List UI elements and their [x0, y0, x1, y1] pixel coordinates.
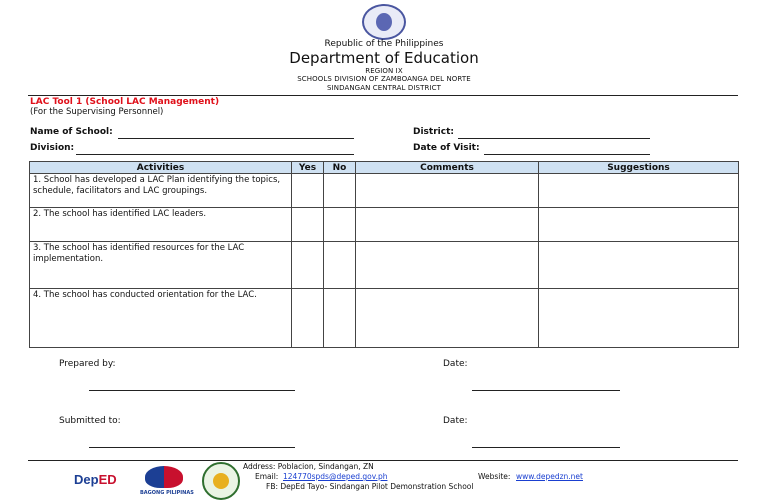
footer-fb: FB: DepEd Tayo- Sindangan Pilot Demonstration School	[266, 482, 474, 491]
bagong-pilipinas-label: BAGONG PILIPINAS	[140, 490, 194, 496]
bagong-pilipinas-logo-icon	[145, 466, 183, 488]
footer-address: Address: Poblacion, Sindangan, ZN	[243, 462, 374, 471]
submitted-date-label: Date:	[443, 416, 468, 426]
deped-logo-dep: Dep	[74, 472, 99, 487]
date-visit-field[interactable]	[484, 154, 650, 155]
department-title: Department of Education	[289, 49, 479, 67]
comments-cell[interactable]	[356, 208, 539, 242]
activity-cell: 3. The school has identified resources for the LAC implementation.	[30, 242, 292, 289]
suggestions-cell[interactable]	[539, 208, 739, 242]
table-row	[30, 208, 739, 242]
submitted-date-line[interactable]	[472, 447, 620, 448]
table-row	[30, 174, 739, 208]
school-field[interactable]	[118, 138, 354, 139]
table-row	[30, 242, 739, 289]
yes-cell[interactable]	[292, 208, 324, 242]
deped-logo	[74, 472, 117, 487]
school-seal-icon	[202, 462, 240, 500]
suggestions-header: Suggestions	[539, 162, 739, 174]
district-label: District:	[413, 127, 454, 137]
division-field[interactable]	[76, 154, 354, 155]
yes-cell[interactable]	[292, 174, 324, 208]
no-cell[interactable]	[324, 289, 356, 348]
yes-cell[interactable]	[292, 289, 324, 348]
division-label: Division:	[30, 143, 75, 153]
suggestions-cell[interactable]	[539, 289, 739, 348]
prepared-by-line[interactable]	[89, 390, 295, 391]
header-divider	[28, 95, 738, 96]
date-visit-label: Date of Visit:	[413, 143, 480, 153]
yes-cell[interactable]	[292, 242, 324, 289]
no-cell[interactable]	[324, 174, 356, 208]
comments-header: Comments	[356, 162, 539, 174]
footer-email-link[interactable]: 124770spds@deped.gov.ph	[283, 472, 388, 481]
activity-cell: 4. The school has conducted orientation for the LAC.	[30, 289, 292, 348]
activity-cell: 2. The school has identified LAC leaders.	[30, 208, 292, 242]
activity-cell: 1. School has developed a LAC Plan identifying the topics, schedule, facilitators and LAC groupings.	[30, 174, 292, 208]
no-cell[interactable]	[324, 208, 356, 242]
submitted-to-line[interactable]	[89, 447, 295, 448]
no-cell[interactable]	[324, 242, 356, 289]
comments-cell[interactable]	[356, 289, 539, 348]
comments-cell[interactable]	[356, 174, 539, 208]
footer-website-link[interactable]: www.depedzn.net	[516, 472, 583, 481]
prepared-by-label: Prepared by:	[59, 359, 116, 369]
suggestions-cell[interactable]	[539, 242, 739, 289]
region-text: REGION IX	[365, 67, 403, 75]
prepared-date-line[interactable]	[472, 390, 620, 391]
district-field[interactable]	[458, 138, 650, 139]
suggestions-cell[interactable]	[539, 174, 739, 208]
activities-table	[29, 161, 739, 348]
deped-logo-ed: ED	[98, 472, 117, 487]
division-text: SCHOOLS DIVISION OF ZAMBOANGA DEL NORTE	[297, 75, 471, 83]
table-row	[30, 289, 739, 348]
submitted-to-label: Submitted to:	[59, 416, 121, 426]
table-header-row	[30, 162, 739, 174]
republic-text: Republic of the Philippines	[324, 39, 444, 49]
yes-header: Yes	[292, 162, 324, 174]
comments-cell[interactable]	[356, 242, 539, 289]
footer-website-label: Website:	[478, 472, 511, 481]
activities-header: Activities	[30, 162, 292, 174]
footer-email-label: Email:	[255, 472, 279, 481]
footer-divider	[28, 460, 738, 461]
district-text: SINDANGAN CENTRAL DISTRICT	[327, 84, 441, 92]
deped-seal-icon	[362, 4, 406, 40]
tool-title: LAC Tool 1 (School LAC Management)	[30, 97, 220, 107]
no-header: No	[324, 162, 356, 174]
school-label: Name of School:	[30, 127, 113, 137]
prepared-date-label: Date:	[443, 359, 468, 369]
tool-subtitle: (For the Supervising Personnel)	[30, 107, 164, 117]
